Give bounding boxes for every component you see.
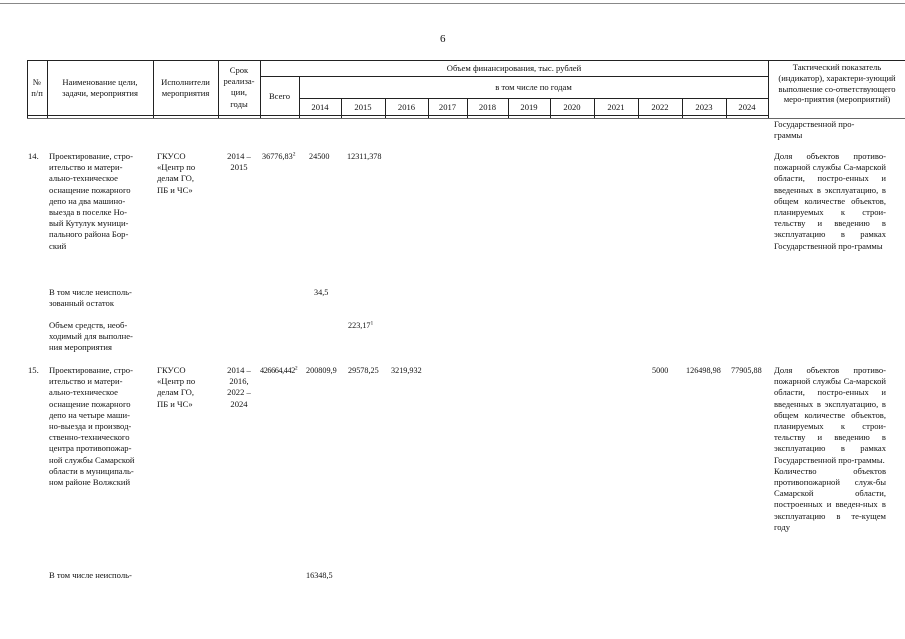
row15-2014: 200809,9 [306,366,337,375]
row15-2023: 126498,98 [686,366,721,375]
row15a-name: В том числе неисполь- [49,570,132,580]
row15a-2014: 16348,5 [306,571,333,580]
year-2015: 2015 [354,102,372,112]
row14-indicator: Доля объектов противо-пожарной службы Са-марской области, постро-енных и введенных в эксплуатацию, в общем количестве объектов, планируемых к строи-тельству и введению в эксплуатацию в рамках Государственной про-граммы [774,151,886,251]
row15-name: Проектирование, стро- ительство и матери- ально-техническое оснащение пожарного депо на четыре маши- но-выезда и производ- ственно-технического центра противопожар- ной службы Самарской области в муниципаль- ном районе Волжский [49,365,135,488]
header-by-years: в том числе по годам [495,82,572,92]
row15-term: 2014 – 2016, 2022 – 2024 [227,365,251,409]
header-term: Срок реализа- ции, годы [223,65,255,109]
row14a-2014: 34,5 [314,288,329,297]
row15-2015: 29578,25 [348,366,379,375]
header-total: Всего [268,91,291,101]
row14a-name: В том числе неисполь- зованный остаток [49,287,132,309]
header-no: № п/п [31,77,43,99]
year-2024: 2024 [738,102,756,112]
year-2022: 2022 [651,102,669,112]
row14-total: 36776,83$^2$ [262,151,296,161]
row14-executor: ГКУСО «Центр по делам ГО, ПБ и ЧС» [157,151,196,195]
row15-total: 426664,442$^2$ [260,365,298,375]
header-name: Наименование цели, задачи, мероприятия [62,77,138,99]
carryover-indicator: Государственной про- граммы [774,119,855,141]
row15-2022: 5000 [652,366,669,375]
row14-name: Проектирование, стро- ительство и матери- ально-техническое оснащение пожарного депо на два машино- выезда в поселке Но- вый Кутулук муници- пального района Бор- ский [49,151,133,251]
page-number: 6 [440,33,446,45]
row14b-name: Объем средств, необ- ходимый для выполне- ния мероприятия [49,320,133,353]
row15-executor: ГКУСО «Центр по делам ГО, ПБ и ЧС» [157,365,196,409]
row14-2015: 12311,378 [347,152,382,161]
row14b-2015: 223,17$^1$ [348,320,374,330]
year-2018: 2018 [478,102,497,112]
year-2016: 2016 [397,102,416,112]
row14-term: 2014 – 2015 [227,151,251,173]
row15-2016: 3219,932 [391,366,422,375]
header-financing: Объем финансирования, тыс. рублей [446,63,582,73]
year-2014: 2014 [311,102,329,112]
year-2023: 2023 [695,102,713,112]
row15-2024: 77905,88 [731,366,762,375]
row15-indicator: Доля объектов противо-пожарной службы Са-марской области, постро-енных и введенных в эксплуатацию, в общем количестве объектов, планируемых к строи-тельству и введению в эксплуатацию в рамках Государственной про-граммы. Количество объектов противопожарной служ-бы Самарской области, построенных и введен-ных в эксплуатацию в те-кущем году [774,365,886,532]
row14-number: 14. [28,151,39,161]
year-2017: 2017 [438,102,457,112]
year-2020: 2020 [563,102,581,112]
year-2019: 2019 [520,102,538,112]
year-2021: 2021 [607,102,625,112]
row15-number: 15. [28,365,39,375]
row14-2014: 24500 [309,152,330,161]
header-indicator: Тактический показатель (индикатор), характери-зующий выполнение со-ответствующего меро-приятия (мероприятий) [778,62,896,105]
header-executors: Исполнители мероприятия [161,77,210,99]
top-rule [0,3,905,4]
